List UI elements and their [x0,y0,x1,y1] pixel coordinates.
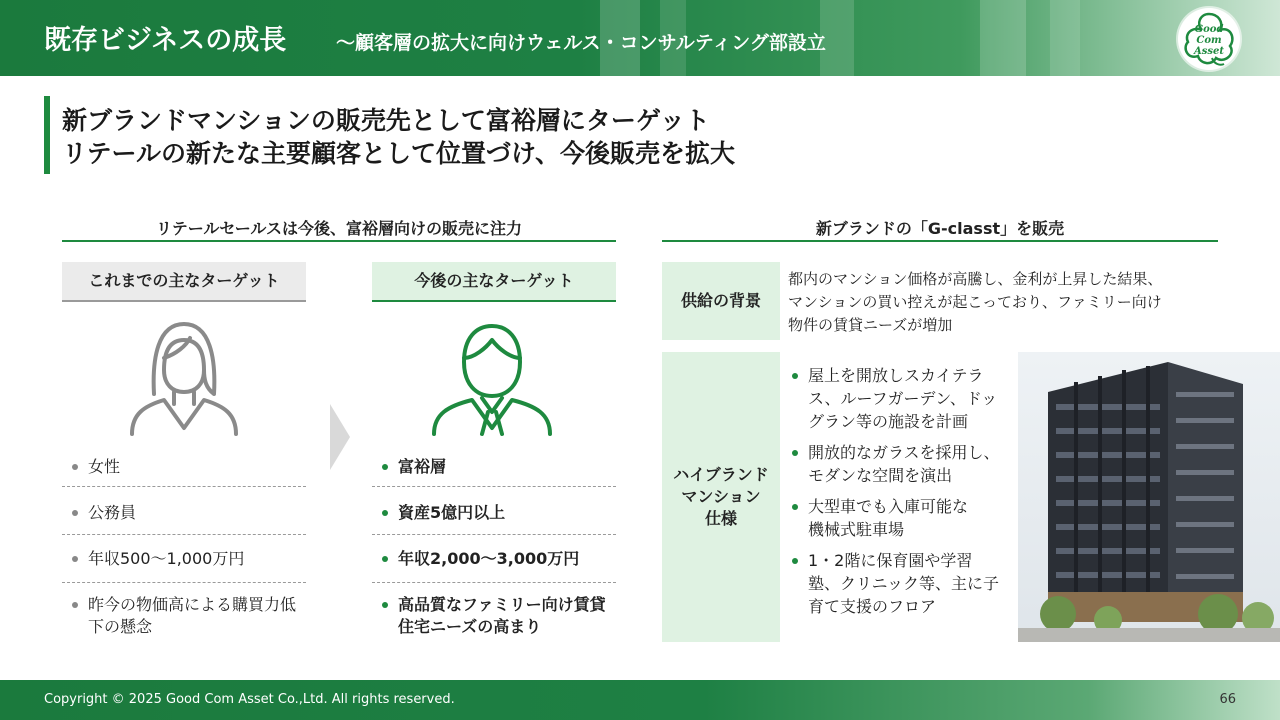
spec-item [788,441,1000,487]
future-target-list [372,456,616,638]
spec-line: 大型車でも入庫可能な [808,497,969,516]
headline-line-2: リテールの新たな主要顧客として位置づけ、今後販売を拡大 [62,139,736,168]
list-item: 女性 [62,456,306,478]
headline-accent-bar [44,96,50,174]
logo-text-asset: Asset [1194,46,1224,57]
arrow-right-icon [330,404,350,470]
woman-icon [124,318,244,436]
spec-item [788,495,1000,541]
supply-text-line: マンションの買い控えが起こっており、ファミリー向け [788,293,1162,311]
page-subtitle: ～顧客層の拡大に向けウェルス・コンサルティング部設立 [336,32,826,54]
spec-line: 育て支援のフロア [808,597,937,616]
list-item: 昨今の物価高による購買力低下の懸念 [62,594,296,638]
headline-line-1: 新ブランドマンションの販売先として富裕層にターゲット [62,106,710,135]
spec-line: グラン等の施設を計画 [808,412,969,431]
page-number: 66 [1219,692,1236,707]
left-section-title: リテールセールスは今後、富裕層向けの販売に注力 [156,219,522,238]
logo-text-com: Com [1196,35,1222,46]
building-photo [1018,352,1280,642]
list-item: 公務員 [62,502,306,524]
logo-text-good: Good [1194,24,1224,35]
spec-label-line: 仕様 [704,509,737,528]
header-decoration [1050,0,1080,76]
spec-line: 機械式駐車場 [808,520,905,539]
list-item: 年収2,000～3,000万円 [372,548,616,570]
header-bar [0,0,1280,76]
current-target-header: これまでの主なターゲット [62,262,306,302]
spec-label-line: ハイブランド [673,465,769,484]
current-target-list [62,456,306,638]
spec-line: 1・2階に保育園や学習 [808,551,973,570]
spec-line: モダンな空間を演出 [808,466,953,485]
left-section-underline [62,240,616,242]
man-icon [430,318,554,436]
list-item: 高品質なファミリー向け賃貸住宅ニーズの高まり [372,594,616,638]
list-item: 富裕層 [372,456,616,478]
spec-line: 塾、クリニック等、主に子 [808,574,1000,593]
high-brand-spec-label [662,352,780,642]
spec-item [788,364,1000,433]
supply-text-line: 都内のマンション価格が高騰し、金利が上昇した結果、 [788,270,1163,288]
header-decoration [980,0,1026,76]
building-image-icon [1018,352,1280,642]
spec-list [788,364,1000,626]
supply-background-label: 供給の背景 [662,262,780,340]
footer-bar [0,680,1280,720]
right-section-title: 新ブランドの「G-classt」を販売 [815,219,1065,238]
company-logo [1178,8,1240,70]
page-title: 既存ビジネスの成長 [44,25,287,56]
spec-line: 開放的なガラスを採用し、 [808,443,1000,462]
spec-line: 屋上を開放しスカイテラ [808,366,984,385]
list-item: 年収500～1,000万円 [62,548,306,570]
headline [62,104,735,170]
right-section-underline [662,240,1218,242]
list-item: 資産5億円以上 [372,502,616,524]
supply-text-line: 物件の賃貸ニーズが増加 [788,316,953,334]
spec-item [788,549,1000,618]
supply-background-text [788,268,1162,337]
spec-label-line: マンション [681,487,761,506]
future-target-header: 今後の主なターゲット [372,262,616,302]
copyright-text: Copyright © 2025 Good Com Asset Co.,Ltd. All rights reserved. [44,692,455,707]
spec-line: ス、ルーフガーデン、ドッ [808,389,998,408]
